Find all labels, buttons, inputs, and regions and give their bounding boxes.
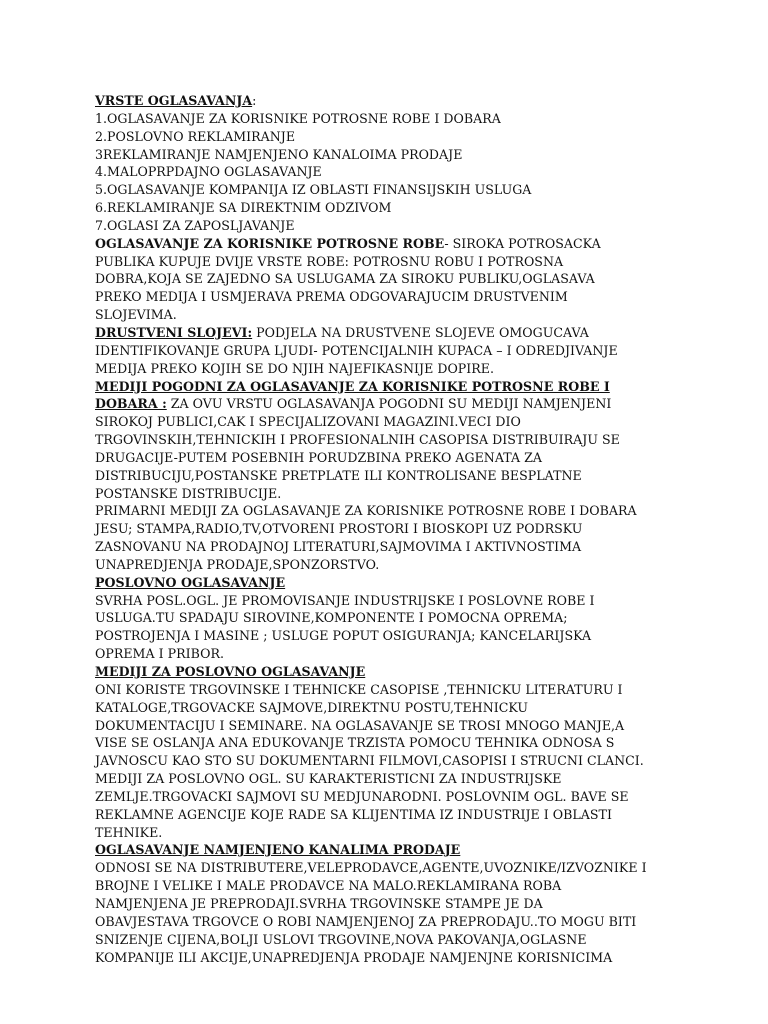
list-item: 2.POSLOVNO REKLAMIRANJE [95,128,296,144]
document-title: VRSTE OGLASAVANJA [95,93,253,108]
section-heading-business: POSLOVNO OGLASAVANJE [95,574,286,590]
document-title-suffix: : [252,93,257,108]
paragraph-line: JESU; STAMPA,RADIO,TV,OTVORENI PROSTORI I BIOSKOPI UZ PODRSKU [95,521,583,537]
paragraph-line: NAMJENJENA JE PREPRODAJI.SVRHA TRGOVINSKE STAMPE JE DA [95,895,543,911]
paragraph-line: KATALOGE,TRGOVACKE SAJMOVE,DIREKTNU POSTU,TEHNICKU [95,699,528,715]
paragraph-line: IDENTIFIKOVANJE GRUPA LJUDI- POTENCIJALNIH KUPACA – I ODREDJIVANJE [95,342,618,358]
section-heading-sales-channels: OGLASAVANJE NAMJENJENO KANALIMA PRODAJE [95,842,461,858]
paragraph-line: DISTRIBUCIJU,POSTANSKE PRETPLATE ILI KONTROLISANE BESPLATNE [95,467,582,483]
section-heading-consumer-media-cont: DOBARA : [95,396,167,412]
paragraph-line: SNIZENJE CIJENA,BOLJI USLOVI TRGOVINE,NOVA PAKOVANJA,OGLASNE [95,931,587,947]
paragraph-line: ONI KORISTE TRGOVINSKE I TEHNICKE CASOPISE ,TEHNICKU LITERATURU I [95,681,623,697]
paragraph-line: SVRHA POSL.OGL. JE PROMOVISANJE INDUSTRIJSKE I POSLOVNE ROBE I [95,592,595,608]
paragraph-line: OBAVJESTAVA TRGOVCE O ROBI NAMJENJENOJ ZA PREPRODAJU..TO MOGU BITI [95,913,637,929]
list-item: 3REKLAMIRANJE NAMJENJENO KANALOIMA PRODAJE [95,146,463,162]
paragraph-line: PUBLIKA KUPUJE DVIJE VRSTE ROBE: POTROSNU ROBU I POTROSNA [95,253,564,269]
paragraph-line: POSTROJENJA I MASINE ; USLUGE POPUT OSIGURANJA; KANCELARIJSKA [95,628,592,644]
paragraph-line: JAVNOSCU KAO STO SU DOKUMENTARNI FILMOVI,CASOPISI I STRUCNI CLANCI. [95,753,644,769]
section-consumer-media-second-line [95,395,705,413]
section-heading-consumer-media: MEDIJI POGODNI ZA OGLASAVANJE ZA KORISNIKE POTROSNE ROBE I [95,378,610,394]
section-heading-consumer: OGLASAVANJE ZA KORISNIKE POTROSNE ROBE [95,235,445,251]
list-item: 5.OGLASAVANJE KOMPANIJA IZ OBLASTI FINANSIJSKIH USLUGA [95,182,532,198]
paragraph-line: DOBRA,KOJA SE ZAJEDNO SA USLUGAMA ZA SIROKU PUBLIKU,OGLASAVA [95,271,595,287]
paragraph-line: KOMPANIJE ILI AKCIJE,UNAPREDJENJA PRODAJE NAMJENJNE KORISNICIMA [95,949,613,965]
section-lead-text: PODJELA NA DRUSTVENE SLOJEVE OMOGUCAVA [252,324,589,340]
paragraph-line: SIROKOJ PUBLICI,CAK I SPECIJALIZOVANI MAGAZINI.VECI DIO [95,414,521,430]
paragraph-line: POSTANSKE DISTRIBUCIJE. [95,485,282,501]
paragraph-line: OPREMA I PRIBOR. [95,646,224,662]
section-consumer-first-line [95,235,705,253]
list-item: 4.MALOPRPDAJNO OGLASAVANJE [95,164,322,180]
paragraph-line: ODNOSI SE NA DISTRIBUTERE,VELEPRODAVCE,AGENTE,UVOZNIKE/IZVOZNIKE I [95,860,647,876]
section-social-first-line [95,324,705,342]
paragraph-line: DRUGACIJE-PUTEM POSEBNIH PORUDZBINA PREKO AGENATA ZA [95,449,543,465]
list-item: 1.OGLASAVANJE ZA KORISNIKE POTROSNE ROBE I DOBARA [95,110,501,126]
paragraph-line: ZASNOVANU NA PRODAJNOJ LITERATURI,SAJMOVIMA I AKTIVNOSTIMA [95,539,582,555]
paragraph-line: ZEMLJE.TRGOVACKI SAJMOVI SU MEDJUNARODNI. POSLOVNIM OGL. BAVE SE [95,788,629,804]
section-lead-text: - SIROKA POTROSACKA [444,235,601,251]
paragraph-line: MEDIJA PREKO KOJIH SE DO NJIH NAJEFIKASNIJE DOPIRE. [95,360,495,376]
section-lead-text: ZA OVU VRSTU OGLASAVANJA POGODNI SU MEDIJI NAMJENJENI [166,396,612,412]
section-heading-business-media: MEDIJI ZA POSLOVNO OGLASAVANJE [95,664,366,679]
paragraph-line: REKLAMNE AGENCIJE KOJE RADE SA KLIJENTIMA IZ INDUSTRIJE I OBLASTI [95,806,612,822]
paragraph-line: BROJNE I VELIKE I MALE PRODAVCE NA MALO.REKLAMIRANA ROBA [95,878,562,894]
paragraph-line: TEHNIKE. [95,824,163,840]
list-item: 7.OGLASI ZA ZAPOSLJAVANJE [95,217,295,233]
paragraph-line: UNAPREDJENJA PRODAJE,SPONZORSTVO. [95,556,380,572]
document-page [95,92,705,966]
paragraph-line: PRIMARNI MEDIJI ZA OGLASAVANJE ZA KORISNIKE POTROSNE ROBE I DOBARA [95,503,637,519]
paragraph-line: TRGOVINSKIH,TEHNICKIH I PROFESIONALNIH CASOPISA DISTRIBUIRAJU SE [95,432,620,448]
paragraph-line: DOKUMENTACIJU I SEMINARE. NA OGLASAVANJE SE TROSI MNOGO MANJE,A [95,717,625,733]
paragraph-line: PREKO MEDIJA I USMJERAVA PREMA ODGOVARAJUCIM DRUSTVENIM [95,289,568,305]
paragraph-line: VISE SE OSLANJA ANA EDUKOVANJE TRZISTA POMOCU TEHNIKA ODNOSA S [95,735,615,751]
paragraph-line: MEDIJI ZA POSLOVNO OGL. SU KARAKTERISTICNI ZA INDUSTRIJSKE [95,771,562,787]
section-heading-social-classes: DRUSTVENI SLOJEVI: [95,324,253,340]
paragraph-line: USLUGA.TU SPADAJU SIROVINE,KOMPONENTE I POMOCNA OPREMA; [95,610,568,626]
document-title-line [95,92,705,110]
list-item: 6.REKLAMIRANJE SA DIREKTNIM ODZIVOM [95,200,392,216]
paragraph-line: SLOJEVIMA. [95,307,177,323]
